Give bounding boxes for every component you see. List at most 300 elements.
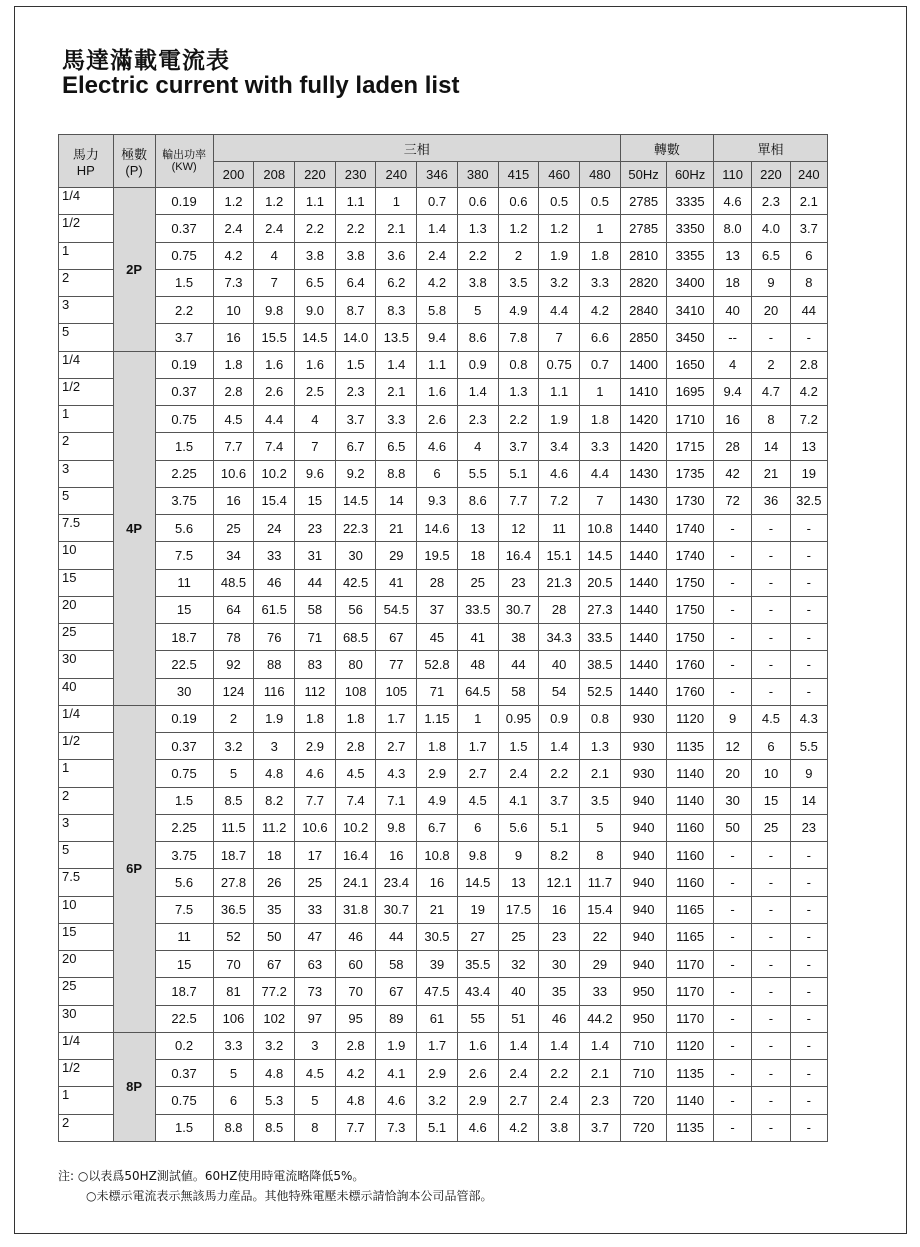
three-phase-cell: 20.5 [579,569,620,596]
header-single-voltage-110: 110 [713,162,751,188]
header-power-en: (KW) [171,161,197,173]
header-voltage-230: 230 [335,162,376,188]
single-phase-cell: - [713,842,751,869]
table-row [59,814,828,841]
three-phase-cell: 0.8 [498,351,539,378]
three-phase-cell: 25 [498,923,539,950]
three-phase-cell: 37 [417,596,458,623]
three-phase-cell: 4.8 [254,1060,295,1087]
three-phase-cell: 33 [295,896,336,923]
three-phase-cell: 4.2 [417,269,458,296]
three-phase-cell: 4.5 [295,1060,336,1087]
table-row [59,733,828,760]
three-phase-cell: 70 [213,951,254,978]
speed-cell: 930 [620,760,667,787]
note-line-1 [58,1166,492,1186]
three-phase-cell: 11 [539,515,580,542]
three-phase-cell: 14.5 [579,542,620,569]
header-single-phase: 單相 [713,135,827,162]
hp-cell: 2 [59,1114,114,1141]
speed-cell: 940 [620,787,667,814]
three-phase-cell: 22 [579,923,620,950]
three-phase-cell: 1 [457,705,498,732]
hp-cell: 1/4 [59,705,114,732]
three-phase-cell: 3.2 [539,269,580,296]
three-phase-cell: 13 [457,515,498,542]
header-voltage-200: 200 [213,162,254,188]
three-phase-cell: 1.4 [539,1032,580,1059]
speed-cell: 1750 [667,569,714,596]
single-phase-cell: - [713,1005,751,1032]
three-phase-cell: 43.4 [457,978,498,1005]
three-phase-cell: 1 [376,188,417,215]
three-phase-cell: 1.6 [254,351,295,378]
single-phase-cell: - [790,324,827,351]
table-row [59,1005,828,1032]
title-chinese: 馬達滿載電流表 [62,48,230,74]
power-cell: 0.37 [155,215,213,242]
three-phase-cell: 34.3 [539,624,580,651]
three-phase-cell: 1.6 [295,351,336,378]
three-phase-cell: 27.8 [213,869,254,896]
three-phase-cell: 0.5 [539,188,580,215]
single-phase-cell: 42 [713,460,751,487]
single-phase-cell: 4.0 [752,215,790,242]
single-phase-cell: 6 [790,242,827,269]
single-phase-cell: - [713,678,751,705]
three-phase-cell: 21 [417,896,458,923]
single-phase-cell: - [790,842,827,869]
three-phase-cell: 25 [213,515,254,542]
header-single-voltage-220: 220 [752,162,790,188]
table-row [59,896,828,923]
three-phase-cell: 2.6 [254,378,295,405]
three-phase-cell: 11.7 [579,869,620,896]
three-phase-cell: 4.3 [376,760,417,787]
three-phase-cell: 16 [213,324,254,351]
single-phase-cell: 8 [790,269,827,296]
speed-cell: 1140 [667,760,714,787]
three-phase-cell: 4 [457,433,498,460]
speed-cell: 1170 [667,951,714,978]
three-phase-cell: 7.7 [213,433,254,460]
three-phase-cell: 9.3 [417,487,458,514]
three-phase-cell: 52 [213,923,254,950]
three-phase-cell: 17.5 [498,896,539,923]
three-phase-cell: 9.2 [335,460,376,487]
hp-cell: 20 [59,596,114,623]
header-voltage-208: 208 [254,162,295,188]
three-phase-cell: 4.6 [457,1114,498,1141]
table-row [59,351,828,378]
table-row [59,624,828,651]
three-phase-cell: 4.5 [213,406,254,433]
speed-cell: 1440 [620,651,667,678]
single-phase-cell: - [713,542,751,569]
three-phase-cell: 5.1 [498,460,539,487]
single-phase-cell: 7.2 [790,406,827,433]
three-phase-cell: 73 [295,978,336,1005]
header-pole [113,135,155,188]
single-phase-cell: 2.3 [752,188,790,215]
three-phase-cell: 35 [539,978,580,1005]
three-phase-cell: 58 [295,596,336,623]
three-phase-cell: 8 [579,842,620,869]
three-phase-cell: 21.3 [539,569,580,596]
three-phase-cell: 89 [376,1005,417,1032]
three-phase-cell: 6.7 [417,814,458,841]
single-phase-cell: - [790,1032,827,1059]
three-phase-cell: 1.5 [335,351,376,378]
hp-cell: 40 [59,678,114,705]
three-phase-cell: 4.1 [376,1060,417,1087]
three-phase-cell: 31 [295,542,336,569]
speed-cell: 1430 [620,487,667,514]
three-phase-cell: 33 [579,978,620,1005]
three-phase-cell: 4.2 [498,1114,539,1141]
speed-cell: 930 [620,733,667,760]
three-phase-cell: 3.5 [579,787,620,814]
three-phase-cell: 10.2 [335,814,376,841]
table-row [59,923,828,950]
three-phase-cell: 23 [295,515,336,542]
three-phase-cell: 70 [335,978,376,1005]
hp-cell: 1/4 [59,1032,114,1059]
single-phase-cell: - [790,1114,827,1141]
three-phase-cell: 2.3 [335,378,376,405]
three-phase-cell: 3.8 [539,1114,580,1141]
header-pole-zh: 極數 [121,147,148,162]
speed-cell: 940 [620,869,667,896]
hp-cell: 15 [59,569,114,596]
power-cell: 22.5 [155,1005,213,1032]
power-cell: 3.7 [155,324,213,351]
pole-cell: 2P [113,188,155,352]
table-row [59,1060,828,1087]
single-phase-cell: - [752,324,790,351]
three-phase-cell: 11.2 [254,814,295,841]
single-phase-cell: - [752,1114,790,1141]
hp-cell: 7.5 [59,869,114,896]
three-phase-cell: 51 [498,1005,539,1032]
three-phase-cell: 2.4 [254,215,295,242]
three-phase-cell: 5.5 [457,460,498,487]
three-phase-cell: 4.4 [254,406,295,433]
single-phase-cell: - [752,542,790,569]
speed-cell: 2785 [620,215,667,242]
single-phase-cell: - [752,1005,790,1032]
three-phase-cell: 4.9 [498,297,539,324]
single-phase-cell: - [790,596,827,623]
three-phase-cell: 2.4 [539,1087,580,1114]
three-phase-cell: 46 [254,569,295,596]
three-phase-cell: 108 [335,678,376,705]
three-phase-cell: 46 [539,1005,580,1032]
three-phase-cell: 6.5 [376,433,417,460]
power-cell: 0.19 [155,188,213,215]
power-cell: 7.5 [155,542,213,569]
speed-cell: 1420 [620,433,667,460]
three-phase-cell: 8.7 [335,297,376,324]
single-phase-cell: 21 [752,460,790,487]
power-cell: 2.2 [155,297,213,324]
three-phase-cell: 1.8 [295,705,336,732]
single-phase-cell: 36 [752,487,790,514]
three-phase-cell: 2.7 [376,733,417,760]
three-phase-cell: 10.6 [213,460,254,487]
three-phase-cell: 33 [254,542,295,569]
speed-cell: 1160 [667,814,714,841]
single-phase-cell: 4 [713,351,751,378]
three-phase-cell: 1.9 [254,705,295,732]
single-phase-cell: - [790,1087,827,1114]
single-phase-cell: - [713,1060,751,1087]
three-phase-cell: 4.2 [579,297,620,324]
single-phase-cell: - [713,1114,751,1141]
single-phase-cell: - [790,569,827,596]
three-phase-cell: 2.9 [457,1087,498,1114]
header-three-phase: 三相 [213,135,620,162]
three-phase-cell: 61 [417,1005,458,1032]
single-phase-cell: 4.2 [790,378,827,405]
power-cell: 1.5 [155,787,213,814]
speed-cell: 1695 [667,378,714,405]
three-phase-cell: 33.5 [579,624,620,651]
speed-cell: 950 [620,978,667,1005]
single-phase-cell: - [713,951,751,978]
speed-cell: 1650 [667,351,714,378]
notes [58,1166,492,1206]
three-phase-cell: 5 [213,760,254,787]
three-phase-cell: 27 [457,923,498,950]
three-phase-cell: 18 [254,842,295,869]
speed-cell: 3410 [667,297,714,324]
three-phase-cell: 44 [376,923,417,950]
three-phase-cell: 22.3 [335,515,376,542]
three-phase-cell: 10.8 [579,515,620,542]
three-phase-cell: 105 [376,678,417,705]
hp-cell: 2 [59,433,114,460]
table-row [59,378,828,405]
three-phase-cell: 9 [498,842,539,869]
three-phase-cell: 83 [295,651,336,678]
power-cell: 0.75 [155,406,213,433]
single-phase-cell: - [790,651,827,678]
three-phase-cell: 77 [376,651,417,678]
speed-cell: 940 [620,842,667,869]
three-phase-cell: 6 [213,1087,254,1114]
three-phase-cell: 5 [579,814,620,841]
three-phase-cell: 47.5 [417,978,458,1005]
three-phase-cell: 7 [254,269,295,296]
three-phase-cell: 1.9 [376,1032,417,1059]
pole-cell: 6P [113,705,155,1032]
three-phase-cell: 1.7 [376,705,417,732]
speed-cell: 1750 [667,624,714,651]
three-phase-cell: 18.7 [213,842,254,869]
three-phase-cell: 5.6 [498,814,539,841]
three-phase-cell: 4.6 [539,460,580,487]
three-phase-cell: 1.4 [457,378,498,405]
hp-cell: 10 [59,896,114,923]
header-single-voltage-240: 240 [790,162,827,188]
power-cell: 0.75 [155,1087,213,1114]
three-phase-cell: 4.2 [213,242,254,269]
three-phase-cell: 2.7 [457,760,498,787]
single-phase-cell: 28 [713,433,751,460]
three-phase-cell: 40 [539,651,580,678]
header-voltage-346: 346 [417,162,458,188]
three-phase-cell: 3.7 [579,1114,620,1141]
three-phase-cell: 42.5 [335,569,376,596]
three-phase-cell: 48.5 [213,569,254,596]
three-phase-cell: 2.4 [417,242,458,269]
three-phase-cell: 18 [457,542,498,569]
three-phase-cell: 5.8 [417,297,458,324]
power-cell: 3.75 [155,487,213,514]
three-phase-cell: 2.1 [579,760,620,787]
three-phase-cell: 7.3 [213,269,254,296]
single-phase-cell: - [752,1087,790,1114]
three-phase-cell: 0.8 [579,705,620,732]
table-row [59,188,828,215]
power-cell: 0.37 [155,1060,213,1087]
three-phase-cell: 54.5 [376,596,417,623]
three-phase-cell: 10 [213,297,254,324]
three-phase-cell: 48 [457,651,498,678]
three-phase-cell: 31.8 [335,896,376,923]
single-phase-cell: - [713,978,751,1005]
header-voltage-380: 380 [457,162,498,188]
three-phase-cell: 9.8 [376,814,417,841]
three-phase-cell: 1.4 [579,1032,620,1059]
three-phase-cell: 1.1 [335,188,376,215]
three-phase-cell: 2.4 [213,215,254,242]
three-phase-cell: 1.2 [213,188,254,215]
single-phase-cell: - [713,624,751,651]
speed-cell: 1140 [667,787,714,814]
three-phase-cell: 7.7 [498,487,539,514]
three-phase-cell: 52.5 [579,678,620,705]
three-phase-cell: 4.2 [335,1060,376,1087]
three-phase-cell: 17 [295,842,336,869]
single-phase-cell: - [713,923,751,950]
hp-cell: 2 [59,269,114,296]
single-phase-cell: 5.5 [790,733,827,760]
power-cell: 0.19 [155,351,213,378]
three-phase-cell: 3.4 [539,433,580,460]
three-phase-cell: 24 [254,515,295,542]
three-phase-cell: 41 [376,569,417,596]
three-phase-cell: 9.0 [295,297,336,324]
three-phase-cell: 1.4 [498,1032,539,1059]
three-phase-cell: 3.2 [213,733,254,760]
three-phase-cell: 2.1 [579,1060,620,1087]
three-phase-cell: 44 [295,569,336,596]
three-phase-cell: 1.8 [417,733,458,760]
single-phase-cell: - [752,951,790,978]
speed-cell: 1440 [620,678,667,705]
three-phase-cell: 38 [498,624,539,651]
three-phase-cell: 5.1 [539,814,580,841]
table-row [59,324,828,351]
speed-cell: 1135 [667,1114,714,1141]
single-phase-cell: - [790,923,827,950]
single-phase-cell: 32.5 [790,487,827,514]
speed-cell: 1120 [667,705,714,732]
three-phase-cell: 4 [254,242,295,269]
table-row [59,433,828,460]
single-phase-cell: - [752,842,790,869]
three-phase-cell: 6 [417,460,458,487]
speed-cell: 1165 [667,896,714,923]
three-phase-cell: 15.1 [539,542,580,569]
single-phase-cell: - [713,869,751,896]
speed-cell: 1160 [667,869,714,896]
single-phase-cell: - [752,515,790,542]
three-phase-cell: 2.8 [335,1032,376,1059]
note-1-text: ○以表爲50HZ測試値。60HZ使用時電流略降低5%。 [77,1169,365,1183]
speed-cell: 1440 [620,569,667,596]
three-phase-cell: 3 [295,1032,336,1059]
power-cell: 18.7 [155,624,213,651]
three-phase-cell: 0.75 [539,351,580,378]
three-phase-cell: 67 [376,624,417,651]
speed-cell: 1715 [667,433,714,460]
table-row [59,842,828,869]
speed-cell: 1410 [620,378,667,405]
single-phase-cell: - [790,869,827,896]
table-row [59,242,828,269]
speed-cell: 1135 [667,1060,714,1087]
three-phase-cell: 14.6 [417,515,458,542]
three-phase-cell: 3.3 [579,433,620,460]
three-phase-cell: 1.6 [457,1032,498,1059]
three-phase-cell: 1.5 [498,733,539,760]
three-phase-cell: 2 [213,705,254,732]
three-phase-cell: 3.8 [457,269,498,296]
table-row [59,651,828,678]
three-phase-cell: 80 [335,651,376,678]
single-phase-cell: 4.5 [752,705,790,732]
single-phase-cell: 30 [713,787,751,814]
power-cell: 3.75 [155,842,213,869]
speed-cell: 3450 [667,324,714,351]
hp-cell: 1 [59,1087,114,1114]
three-phase-cell: 1 [579,378,620,405]
three-phase-cell: 6 [457,814,498,841]
header-pole-en: (P) [125,163,143,178]
three-phase-cell: 10.6 [295,814,336,841]
three-phase-cell: 2.2 [539,760,580,787]
three-phase-cell: 116 [254,678,295,705]
single-phase-cell: 9 [752,269,790,296]
three-phase-cell: 14.0 [335,324,376,351]
single-phase-cell: - [752,1060,790,1087]
header-voltage-220: 220 [295,162,336,188]
three-phase-cell: 1.8 [213,351,254,378]
three-phase-cell: 4 [295,406,336,433]
single-phase-cell: - [790,951,827,978]
three-phase-cell: 67 [254,951,295,978]
three-phase-cell: 34 [213,542,254,569]
power-cell: 2.25 [155,460,213,487]
speed-cell: 1120 [667,1032,714,1059]
speed-cell: 3335 [667,188,714,215]
hp-cell: 1 [59,242,114,269]
single-phase-cell: - [790,542,827,569]
three-phase-cell: 46 [335,923,376,950]
